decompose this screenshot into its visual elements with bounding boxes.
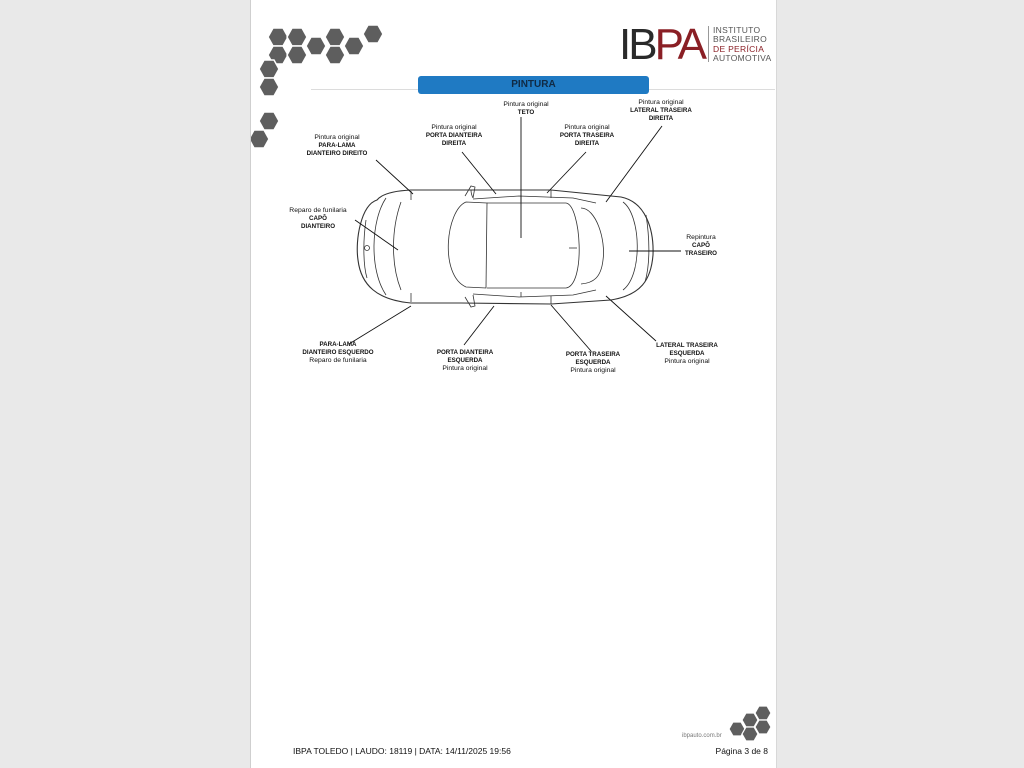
site-url: ibpauto.com.br [682, 733, 722, 739]
leader-porta-traseira-esquerda [551, 305, 591, 351]
label-pde-part-1: PORTA DIANTEIRA [436, 349, 494, 356]
label-pdd-part-1: PORTA DIANTEIRA [425, 132, 483, 140]
label-pldd-part-1: PARA-LAMA [318, 142, 356, 150]
label-plde-part-1: PARA-LAMA [319, 341, 357, 348]
label-ptd-status: Pintura original [564, 124, 610, 131]
label-porta-dianteira-esquerda [427, 349, 503, 374]
label-teto-part: TETO [517, 109, 535, 117]
logo-mark-pa: PA [654, 20, 705, 69]
leader-porta-traseira-direita [547, 152, 586, 193]
label-lte-part-2: ESQUERDA [669, 350, 705, 358]
label-porta-traseira-direita [549, 124, 625, 149]
label-lateral-traseira-esquerda [647, 342, 727, 367]
label-plde-status: Reparo de funilaria [309, 357, 367, 365]
logo-mark-ib: IB [619, 20, 655, 69]
label-pte-part-2: ESQUERDA [575, 359, 611, 367]
logo-divider [708, 26, 709, 62]
hexagon-decoration-bottom [726, 704, 776, 742]
label-pldd-status: Pintura original [314, 134, 360, 141]
label-porta-traseira-esquerda [555, 351, 631, 376]
label-capo-traseiro [675, 234, 727, 259]
logo-text [713, 26, 771, 63]
label-para-lama-dianteiro-direito [296, 134, 378, 159]
label-ptd-part-2: DIREITA [574, 140, 600, 148]
label-pdd-status: Pintura original [431, 124, 477, 131]
logo-line-1: INSTITUTO [713, 25, 761, 35]
label-ptd-part-1: PORTA TRASEIRA [559, 132, 615, 140]
label-capo-traseiro-part-1: CAPÔ [692, 242, 710, 250]
label-ltd-part-1: LATERAL TRASEIRA [630, 107, 692, 115]
leader-lateral-traseira-esquerda [606, 296, 656, 341]
label-plde-part-2: DIANTEIRO ESQUERDO [302, 349, 374, 357]
label-pte-part-1: PORTA TRASEIRA [565, 351, 621, 358]
logo-line-4: AUTOMOTIVA [713, 52, 772, 63]
ibpa-logo [619, 22, 777, 68]
footer-info: IBPA TOLEDO | LAUDO: 18119 | DATA: 14/11/2025 19:56 [293, 746, 511, 756]
logo-line-3: DE PERÍCIA [713, 43, 765, 54]
label-pdd-part-2: DIREITA [441, 140, 467, 148]
label-capo-traseiro-status: Repintura [686, 234, 716, 241]
report-page [250, 0, 777, 768]
label-teto-status: Pintura original [503, 101, 549, 108]
leader-para-lama-dianteiro-direito [376, 160, 413, 194]
page-number: Página 3 de 8 [715, 746, 768, 756]
label-lateral-traseira-direita [621, 99, 701, 124]
label-porta-dianteira-direita [416, 124, 492, 149]
label-lte-part-1: LATERAL TRASEIRA [656, 342, 718, 349]
leader-porta-dianteira-esquerda [464, 306, 494, 345]
logo-mark [619, 20, 705, 69]
label-capo-dianteiro [279, 207, 357, 232]
label-pldd-part-2: DIANTEIRO DIREITO [306, 150, 368, 158]
label-para-lama-dianteiro-esquerdo [293, 341, 383, 366]
label-ltd-status: Pintura original [638, 99, 684, 106]
label-capo-dianteiro-part-2: DIANTEIRO [300, 223, 336, 231]
label-ltd-part-2: DIREITA [648, 115, 674, 123]
section-title-bar: PINTURA [418, 76, 649, 94]
leader-capo-dianteiro [355, 220, 398, 250]
label-capo-dianteiro-part-1: CAPÔ [309, 215, 327, 223]
label-pde-part-2: ESQUERDA [447, 357, 483, 365]
leader-porta-dianteira-direita [462, 152, 496, 194]
label-lte-status: Pintura original [664, 358, 710, 366]
label-pte-status: Pintura original [570, 367, 616, 375]
label-teto [491, 101, 561, 117]
label-capo-dianteiro-status: Reparo de funilaria [289, 207, 347, 214]
logo-line-2: BRASILEIRO [713, 34, 768, 45]
label-pde-status: Pintura original [442, 365, 488, 373]
label-capo-traseiro-part-2: TRASEIRO [685, 250, 717, 258]
leader-para-lama-dianteiro-esquerdo [349, 306, 411, 344]
